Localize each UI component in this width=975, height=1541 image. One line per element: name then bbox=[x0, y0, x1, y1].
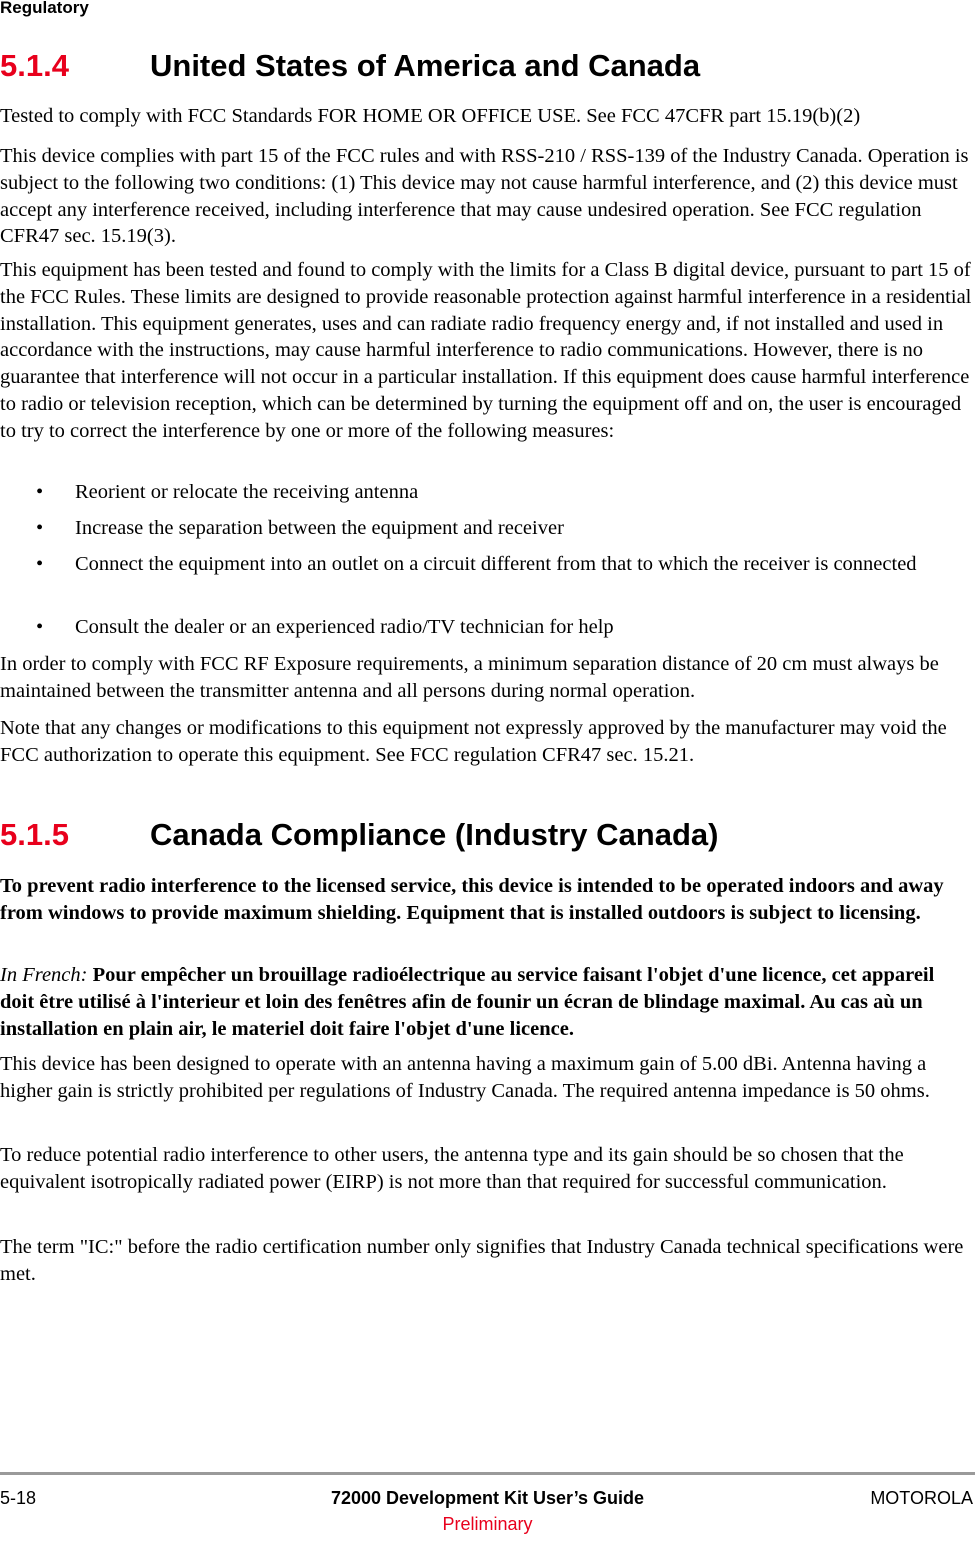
section-heading-5-1-4 bbox=[0, 48, 700, 84]
bullet-icon: • bbox=[36, 553, 44, 575]
list-item: • Increase the separation between the equipment and receiver bbox=[0, 515, 972, 542]
guide-title: 72000 Development Kit User’s Guide bbox=[330, 1488, 645, 1508]
list-item: • Connect the equipment into an outlet on a circuit different from that to which the receiver is connected bbox=[0, 551, 972, 578]
list-item: • Reorient or relocate the receiving antenna bbox=[0, 479, 972, 506]
section-title: United States of America and Canada bbox=[150, 48, 701, 83]
paragraph: In order to comply with FCC RF Exposure requirements, a minimum separation distance of 20 cm must always be maintained between the transmitter antenna and all persons during normal operation. bbox=[0, 653, 939, 702]
page-number: 5-18 bbox=[0, 1488, 37, 1508]
paragraph-bold: To prevent radio interference to the licensed service, this device is intended to be operated indoors and away from windows to provide maximum shielding. Equipment that is installed outdoors is subject to licensing. bbox=[0, 875, 944, 924]
french-label: In French: bbox=[0, 964, 88, 986]
preliminary-label: Preliminary bbox=[442, 1514, 533, 1534]
paragraph: Note that any changes or modifications to this equipment not expressly approved by the manufacturer may void the FCC authorization to operate this equipment. See FCC regulation CFR47 sec. 15.21. bbox=[0, 717, 947, 766]
paragraph: Tested to comply with FCC Standards FOR HOME OR OFFICE USE. See FCC 47CFR part 15.19(b)(2) bbox=[0, 105, 861, 127]
company-name: MOTOROLA bbox=[870, 1488, 973, 1508]
bullet-icon: • bbox=[36, 481, 44, 503]
paragraph: The term "IC:" before the radio certification number only signifies that Industry Canada technical specifications were met. bbox=[0, 1236, 964, 1285]
section-title: Canada Compliance (Industry Canada) bbox=[150, 817, 719, 852]
paragraph: This device complies with part 15 of the FCC rules and with RSS-210 / RSS-139 of the Industry Canada. Operation is subject to the following two conditions: (1) This device may not cause harmful interference, and (2) this device must accept any interference received, including interference that may cause undesired operation. See FCC regulation CFR47 sec. 15.19(3). bbox=[0, 145, 969, 248]
running-header: Regulatory bbox=[0, 0, 89, 17]
bullet-icon: • bbox=[36, 517, 44, 539]
paragraph-french bbox=[0, 962, 972, 1042]
paragraph: To reduce potential radio interference to other users, the antenna type and its gain should be so chosen that the equivalent isotropically radiated power (EIRP) is not more than that required for successful communication. bbox=[0, 1144, 904, 1193]
section-heading-5-1-5 bbox=[0, 817, 718, 853]
paragraph: This equipment has been tested and found to comply with the limits for a Class B digital device, pursuant to part 15 of the FCC Rules. These limits are designed to provide reasonable protection against harmful interference in a residential installation. This equipment generates, uses and can radiate radio frequency energy and, if not installed and used in accordance with the instructions, may cause harmful interference to radio communications. However, there is no guarantee that interference will not occur in a particular installation. If this equipment does cause harmful interference to radio or television reception, which can be determined by turning the equipment off and on, the user is encouraged to try to correct the interference by one or more of the following measures: bbox=[0, 259, 972, 442]
footer-divider bbox=[0, 1472, 975, 1475]
french-text: Pour empêcher un brouillage radioélectrique au service faisant l'objet d'une licence, cet appareil doit être utilisé à l'interieur et loin des fenêtres afin de founir un écran de blindage maximal. Au cas aù un installation en plain air, le materiel doit faire l'objet d'une licence. bbox=[0, 964, 935, 1040]
paragraph: This device has been designed to operate with an antenna having a maximum gain of 5.00 dBi. Antenna having a higher gain is strictly prohibited per regulations of Industry Canada. The required antenna impedance is 50 ohms. bbox=[0, 1053, 930, 1102]
list-item: • Consult the dealer or an experienced radio/TV technician for help bbox=[0, 614, 972, 641]
section-number: 5.1.5 bbox=[0, 817, 69, 852]
bullet-icon: • bbox=[36, 616, 44, 638]
section-number: 5.1.4 bbox=[0, 48, 69, 83]
